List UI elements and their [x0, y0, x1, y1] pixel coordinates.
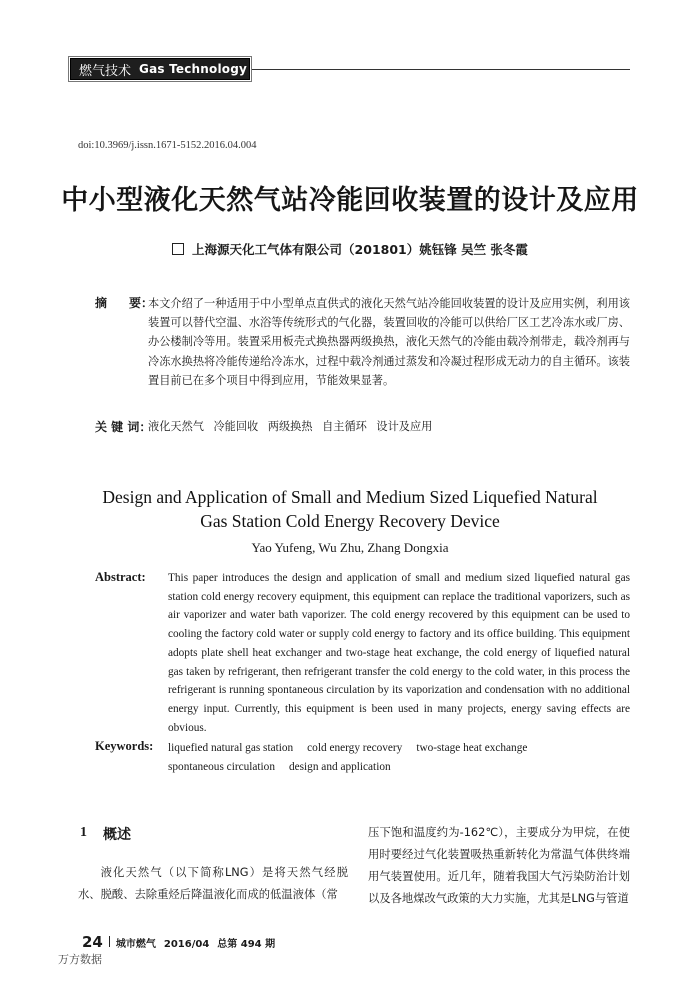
english-authors: Yao Yufeng, Wu Zhu, Zhang Dongxia: [251, 540, 449, 555]
column-name-en: Gas Technology: [139, 62, 248, 76]
chinese-abstract: 本文介绍了一种适用于中小型单点直供式的液化天然气站冷能回收装置的设计及应用实例，利用该装置可以替代空温、水浴等传统形式的气化器，装置回收的冷能可以供给厂区工艺冷冻水或厂房、办公楼制冷等用。装置采用板壳式换热器两级换热，液化天然气的冷能由载冷剂带走，载冷剂再与冷冻水换热将冷能传递给冷冻水，过程中载冷剂通过蒸发和冷凝过程形成无动力的自主循环。该装置目前已在多个项目中得到应用，节能效果显著。: [148, 297, 630, 387]
author-affiliation: 上海源天化工气体有限公司（201801）姚钰锋 吴竺 张冬霞: [192, 242, 528, 257]
english-keywords-label: Keywords:: [95, 739, 154, 753]
chinese-abstract-label: 摘 要：: [95, 296, 153, 310]
footer-divider: [109, 936, 110, 947]
chinese-author-line: [0, 240, 700, 258]
section-title: 概述: [103, 827, 131, 843]
keyword: cold energy recovery: [307, 742, 403, 754]
section-number: 1: [80, 825, 87, 840]
chinese-keywords-label: 关 键 词：: [95, 420, 152, 434]
chinese-keywords: 液化天然气 冷能回收 两级换热 自主循环 设计及应用: [148, 420, 433, 433]
doi[interactable]: doi:10.3969/j.issn.1671-5152.2016.04.004: [78, 140, 257, 151]
chinese-title: 中小型液化天然气站冷能回收装置的设计及应用: [61, 185, 639, 216]
english-abstract-label: Abstract:: [95, 570, 146, 584]
keyword: two-stage heat exchange: [416, 742, 528, 754]
column-banner: [70, 58, 250, 80]
watermark: 万方数据: [58, 953, 102, 966]
english-title: Design and Application of Small and Medium Sized Liquefied Natural Gas Station Cold Energy Recovery Device: [102, 487, 598, 531]
english-keywords: [168, 739, 630, 776]
keyword: spontaneous circulation: [168, 760, 275, 773]
column-name-cn: 燃气技术: [79, 63, 132, 79]
total-issue: 总第 494 期: [217, 939, 276, 950]
journal-name: 城市燃气: [115, 939, 156, 950]
issue: 2016/04: [163, 939, 210, 950]
body-text-left-column: 液化天然气（以下简称LNG）是将天然气经脱水、脱酸、去除重烃后降温液化而成的低温液体（常: [78, 866, 348, 901]
english-abstract: This paper introduces the design and application of small and medium sized liquefied natural gas station cold energy recovery equipment, this equipment can replace the traditional vaporizers, such as air vaporizer and water bath vaporizer. The cold energy recovered by this equipment can be used to cooling the factory cold water or supply cold energy to factory and its office building. This equipment adopts plate shell heat exchanger and two-stage heat exchange, the cold energy of liquefied natural gas taken by refrigerant, then refrigerant transfer the cold energy to the cold water, in this process the refrigerant is running spontaneous circulation by its vaporization and condensation with no additional energy input. Currently, this equipment is been used in many projects, energy saving effects are obvious.: [168, 572, 630, 734]
page-number: 24: [82, 933, 103, 951]
keyword: design and application: [288, 760, 391, 773]
keyword: liquefied natural gas station: [168, 742, 294, 754]
page-footer: [82, 933, 283, 951]
body-text-right-column: 压下饱和温度约为-162℃），主要成分为甲烷，在使用时要经过气化装置吸热重新转化为常温气体供终端用气装置使用。近几年，随着我国大气污染防治计划以及各地煤改气政策的大力实施，尤其是LNG与管道: [368, 826, 630, 905]
square-bullet-icon: [172, 243, 184, 255]
header-rule: [252, 69, 630, 70]
